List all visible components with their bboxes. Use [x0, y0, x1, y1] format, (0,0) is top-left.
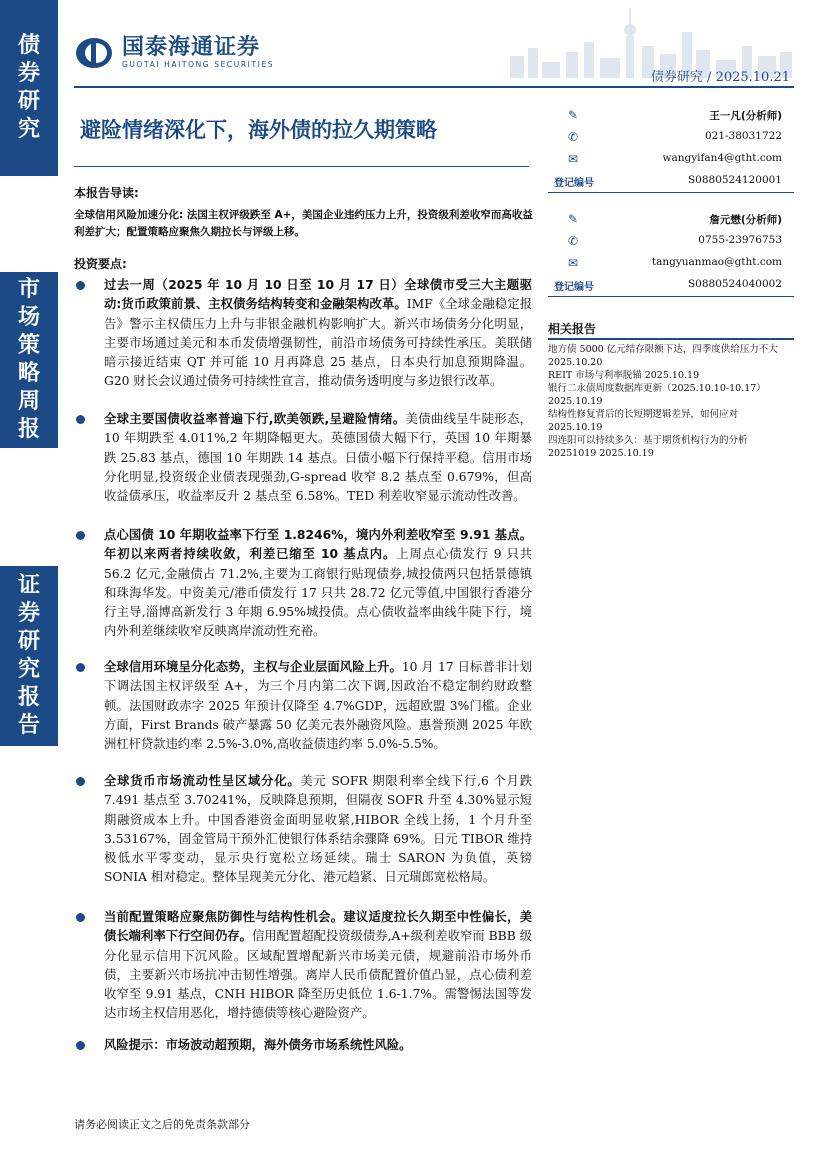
company-logo — [74, 36, 274, 70]
point-lead: 全球信用环境呈分化态势，主权与企业层面风险上升。 — [104, 660, 402, 674]
analyst-registration: S0880524040002 — [687, 278, 782, 290]
mail-icon: ✉ — [567, 256, 579, 270]
logo-mark-icon — [74, 36, 114, 70]
analyst-divider — [548, 192, 794, 193]
related-report-item[interactable]: 四连阳可以持续多久：基于期货机构行为的分析 20251019 2025.10.19 — [548, 435, 748, 459]
pen-icon: ✎ — [567, 212, 579, 226]
bullet-icon — [76, 531, 85, 540]
guide-title: 本报告导读: — [74, 186, 139, 200]
bullet-icon — [76, 415, 85, 424]
analyst-card-1 — [548, 104, 794, 192]
investment-point — [76, 526, 532, 642]
analyst-name: 詹元懋(分析师) — [709, 214, 782, 226]
side-label-market-strategy: 市 场 策 略 周 报 — [0, 272, 58, 448]
header-divider — [74, 86, 794, 88]
related-report-item[interactable]: REIT 市场与利率脱锚 2025.10.19 — [548, 370, 700, 381]
registration-label: 登记编号 — [554, 282, 594, 293]
point-text: 上周点心债发行 9 只共 56.2 亿元,金融债占 71.2%,主要为工商银行贴现债券,城投债两只包括景德镇和珠海华发。中资美元/港币债发行 17 只共 28.72 亿元等值,中国银行香港分行主导,淄博高新发行 3 年期 6.95%城投债。点心债收益率曲线牛陡下行，境内外利差继续收窄反映离岸流动性充裕。 — [104, 547, 532, 639]
bullet-icon — [76, 1041, 85, 1050]
analyst-registration: S0880524120001 — [687, 174, 782, 186]
investment-point — [76, 276, 532, 392]
pen-icon: ✎ — [567, 108, 579, 122]
related-reports-list — [548, 343, 794, 460]
investment-points-title: 投资要点: — [74, 257, 127, 271]
bullet-icon — [76, 663, 85, 672]
logo-text-cn: 国泰海通证券 — [122, 35, 261, 60]
report-category-date: 债券研究 / 2025.10.21 — [650, 70, 790, 85]
guide-text: 全球信用风险加速分化: 法国主权评级跌至 A+，美国企业违约压力上升，投资级利差收窄而高收益利差扩大；配置策略应聚焦久期拉长与评级上移。 — [74, 209, 533, 238]
report-title: 避险情绪深化下，海外债的拉久期策略 — [80, 118, 437, 142]
registration-label: 登记编号 — [554, 178, 594, 189]
point-lead: 全球主要国债收益率普遍下行,欧美领跌,呈避险情绪。 — [104, 412, 406, 426]
point-lead: 过去一周（2025 年 10 月 10 日至 10 月 17 日）全球债市受三大主题驱动:货币政策前景、主权债务结构转变和金融架构改革。 — [104, 278, 532, 312]
bullet-icon — [76, 777, 85, 786]
point-lead: 风险提示：市场波动超预期，海外债务市场系统性风险。 — [104, 1038, 412, 1052]
investment-point — [76, 772, 532, 888]
title-divider — [74, 166, 529, 167]
analyst-name: 王一凡(分析师) — [709, 110, 782, 122]
point-text: 美债曲线呈牛陡形态，10 年期跌至 4.011%,2 年期降幅更大。英德国债大幅下行，英国 10 年期暴跌 25.83 基点，德国 10 年期跌 14 基点。日债小幅下行保持平稳。信用市场分化明显,投资级企业债表现强劲,G-spread 收窄 8.2 基点至 0.679%，但高收益债承压，收益率反升 2 基点至 6.58%。TED 利差收窄显示流动性改善。 — [104, 412, 532, 504]
analyst-divider — [548, 296, 794, 297]
analyst-card-2 — [548, 208, 794, 296]
related-report-item[interactable]: 银行二永债周度数据库更新（2025.10.10-10.17）2025.10.19 — [548, 383, 766, 407]
related-divider — [548, 338, 794, 340]
related-report-item[interactable]: 结构性修复背后的长短期逻辑差异，如何应对 2025.10.19 — [548, 409, 739, 433]
bullet-icon — [76, 281, 85, 290]
phone-icon: ✆ — [567, 130, 579, 144]
point-text: IMF《全球金融稳定报告》警示主权债压力上升与非银金融机构影响扩大。新兴市场债务分化明显，主要市场通过美元和本币发债增强韧性，前沿市场债务可持续性承压。美联储暗示接近结束 QT 并可能 10 月再降息 25 基点，日本央行加息预期降温。G20 财长会议通过债务可持续性宣言，推动债务透明度与多边银行改革。 — [104, 297, 533, 389]
phone-icon: ✆ — [567, 234, 579, 248]
side-band — [0, 0, 58, 1169]
investment-point — [76, 658, 532, 754]
analyst-email[interactable]: tangyuanmao@gtht.com — [651, 256, 782, 268]
risk-warning — [76, 1036, 532, 1055]
point-text: 美元 SOFR 期限利率全线下行,6 个月跌 7.491 基点至 3.70241%，反映降息预期，但隔夜 SOFR 升至 4.30%显示短期融资成本上升。中国香港资金面明显收紧,HIBOR 全线上扬，1 个月升至 3.53167%，固金管局干预外汇使银行体系结余骤降 69%。日元 TIBOR 维持极低水平零变动，显示央行宽松立场延续。瑞士 SARON 为负值，英镑 SONIA 相对稳定。整体呈现美元分化、港元趋紧、日元瑞郎宽松格局。 — [104, 774, 532, 885]
investment-point — [76, 410, 532, 506]
analyst-phone: 0755-23976753 — [698, 234, 782, 246]
point-lead: 点心国债 10 年期收益率下行至 1.8246%，境内外利差收窄至 9.91 基点。年初以来两者持续收敛，利差已缩至 10 基点内。 — [104, 528, 532, 562]
analyst-phone: 021-38031722 — [704, 130, 782, 142]
point-lead: 当前配置策略应聚焦防御性与结构性机会。建议适度拉长久期至中性偏长，美债长端利率下行空间仍存。 — [104, 910, 532, 944]
point-text: 10 月 17 日标普非计划下调法国主权评级至 A+，为三个月内第二次下调,因政治不稳定制约财政整顿。法国财政赤字 2025 年预计仅降至 4.7%GDP，远超欧盟 3%门槛。企业方面，First Brands 破产暴露 50 亿美元表外融资风险。惠誉预测 2025 年欧洲杠杆贷款违约率 2.5%-3.0%,高收益债违约率 5.0%-5.5%。 — [104, 660, 532, 752]
investment-point — [76, 908, 532, 1024]
disclaimer-footer: 请务必阅读正文之后的免责条款部分 — [74, 1118, 250, 1131]
related-reports-title: 相关报告 — [548, 322, 597, 336]
related-report-item[interactable]: 地方债 5000 亿元结存限额下达，四季度供给压力不大 2025.10.20 — [548, 344, 778, 368]
point-lead: 全球货币市场流动性呈区域分化。 — [104, 774, 301, 788]
bullet-icon — [76, 913, 85, 922]
logo-text-en: GUOTAI HAITONG SECURITIES — [122, 60, 275, 69]
side-label-securities-report: 证 券 研 究 报 告 — [0, 566, 58, 746]
analyst-email[interactable]: wangyifan4@gtht.com — [662, 152, 782, 164]
point-text: 信用配置超配投资级债券,A+级利差收窄而 BBB 级分化显示信用下沉风险。区域配置增配新兴市场美元债，规避前沿市场外币债，主要新兴市场抗冲击韧性增强。离岸人民币债配置价值凸显，点心债利差收窄至 9.91 基点，CNH HIBOR 降至历史低位 1.6-1.7%。需警惕法国等发达市场主权信用恶化，增持德债等核心避险资产。 — [104, 929, 532, 1021]
mail-icon: ✉ — [567, 152, 579, 166]
side-label-bond-research: 债 券 研 究 — [0, 0, 58, 176]
